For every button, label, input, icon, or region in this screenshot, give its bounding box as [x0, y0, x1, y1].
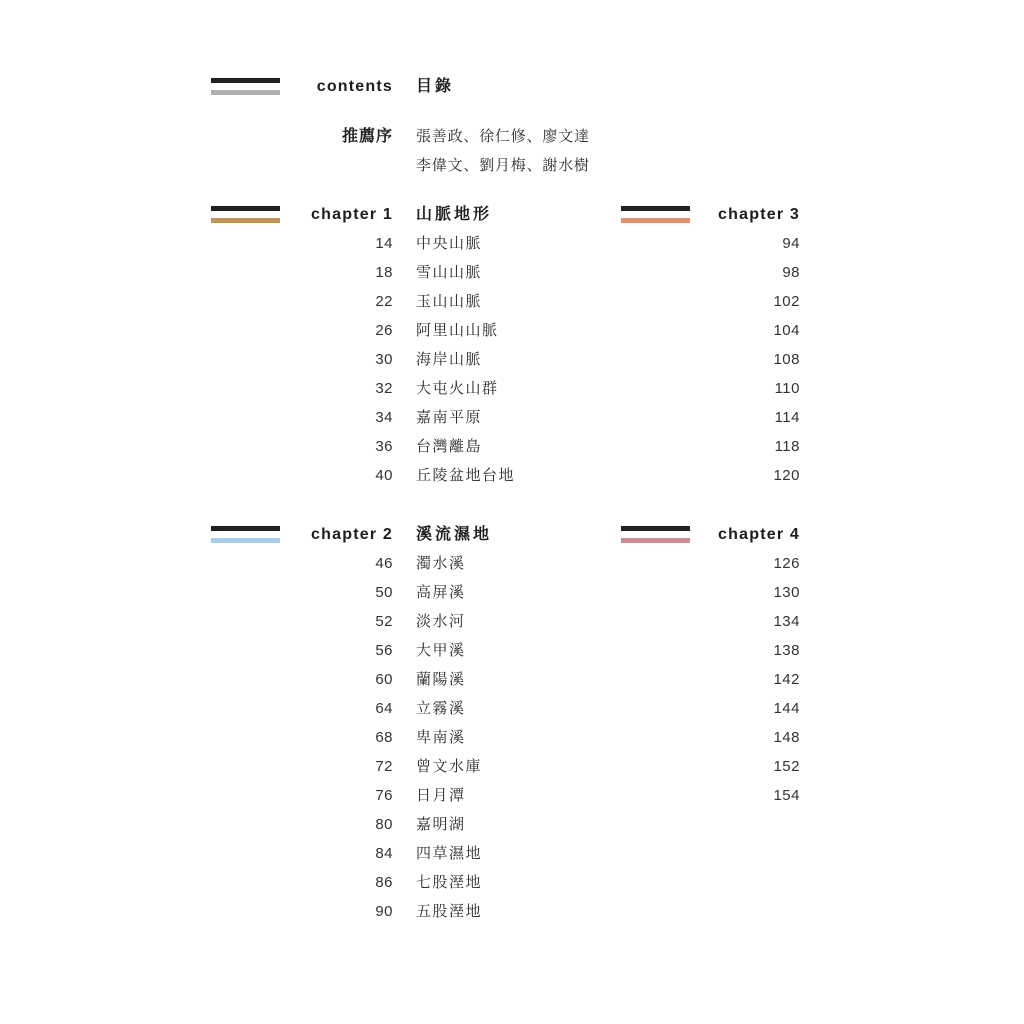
preface-row — [211, 122, 590, 151]
toc-item-row — [621, 229, 823, 258]
toc-item-row — [211, 461, 515, 490]
preface-section — [211, 122, 590, 180]
item-title: 嘉明湖 — [416, 816, 466, 833]
contents-label-zh: 目錄 — [416, 78, 455, 95]
page-number: 152 — [773, 758, 800, 775]
chapter-decoration-rules — [211, 526, 280, 550]
page-number: 52 — [375, 613, 393, 630]
item-title: 七股溼地 — [416, 874, 483, 891]
toc-item-row — [621, 752, 823, 781]
toc-item-row — [621, 665, 823, 694]
toc-item-row — [211, 374, 515, 403]
item-title: 卑南溪 — [416, 729, 466, 746]
page-number: 14 — [375, 235, 393, 252]
preface-label: 推薦序 — [341, 128, 393, 145]
chapter-title: 溪流濕地 — [416, 526, 493, 543]
toc-item-row — [621, 607, 823, 636]
item-title: 淡水河 — [416, 613, 466, 630]
chapter-decoration-rules — [621, 206, 690, 230]
page-number: 90 — [375, 903, 393, 920]
toc-item-row — [211, 636, 492, 665]
rule-accent — [621, 218, 690, 223]
rule-black — [621, 526, 690, 531]
toc-item-row — [211, 694, 492, 723]
item-title: 日月潭 — [416, 787, 466, 804]
preface-names-line2: 李偉文、劉月梅、謝水樹 — [416, 157, 590, 174]
toc-item-row — [621, 403, 823, 432]
page-number: 50 — [375, 584, 393, 601]
rule-gray — [211, 90, 280, 95]
page-number: 130 — [773, 584, 800, 601]
toc-item-row — [621, 374, 823, 403]
chapter-decoration-rules — [211, 206, 280, 230]
toc-item-row — [211, 723, 492, 752]
toc-item-row — [211, 607, 492, 636]
page-number: 80 — [375, 816, 393, 833]
chapter-label: chapter 3 — [718, 206, 800, 223]
item-title: 丘陵盆地台地 — [416, 467, 516, 484]
toc-item-row — [211, 752, 492, 781]
page-number: 98 — [782, 264, 800, 281]
page-number: 46 — [375, 555, 393, 572]
page-number: 36 — [375, 438, 393, 455]
page-number: 76 — [375, 787, 393, 804]
chapter-title: 山脈地形 — [416, 206, 493, 223]
page-number: 84 — [375, 845, 393, 862]
page-number: 110 — [774, 380, 800, 397]
toc-item-row — [211, 810, 492, 839]
chapter-block — [621, 200, 823, 490]
toc-item-row — [211, 781, 492, 810]
contents-header — [211, 72, 454, 101]
page-number: 60 — [375, 671, 393, 688]
item-title: 阿里山山脈 — [416, 322, 499, 339]
page-number: 86 — [375, 874, 393, 891]
toc-item-row — [211, 258, 515, 287]
toc-item-row — [211, 839, 492, 868]
item-title: 大屯火山群 — [416, 380, 499, 397]
toc-item-row — [211, 345, 515, 374]
item-title: 中央山脈 — [416, 235, 483, 252]
page-number: 68 — [375, 729, 393, 746]
item-title: 五股溼地 — [416, 903, 483, 920]
toc-item-row — [211, 403, 515, 432]
rule-accent — [621, 538, 690, 543]
preface-names-line1: 張善政、徐仁修、廖文達 — [416, 128, 590, 145]
page-number: 144 — [773, 700, 800, 717]
rule-accent — [211, 538, 280, 543]
page-number: 56 — [375, 642, 393, 659]
page-number: 126 — [773, 555, 800, 572]
toc-item-row — [621, 287, 823, 316]
page-number: 148 — [773, 729, 800, 746]
page-number: 154 — [773, 787, 800, 804]
page-number: 102 — [773, 293, 800, 310]
toc-item-row — [621, 578, 823, 607]
toc-item-row — [211, 868, 492, 897]
chapter-label: chapter 4 — [718, 526, 800, 543]
toc-item-row — [621, 316, 823, 345]
page-number: 32 — [375, 380, 393, 397]
rule-black — [211, 206, 280, 211]
item-title: 雪山山脈 — [416, 264, 483, 281]
preface-label-spacer — [211, 151, 393, 180]
chapter-block — [211, 200, 515, 490]
page-number: 30 — [375, 351, 393, 368]
page-number: 114 — [774, 409, 800, 426]
page-number: 108 — [773, 351, 800, 368]
contents-label-en: contents — [316, 78, 393, 95]
page-number: 138 — [773, 642, 800, 659]
toc-item-row — [211, 316, 515, 345]
toc-item-row — [621, 432, 823, 461]
toc-item-row — [621, 461, 823, 490]
toc-item-row — [621, 345, 823, 374]
preface-row — [211, 151, 590, 180]
rule-black — [211, 526, 280, 531]
item-title: 曾文水庫 — [416, 758, 483, 775]
item-title: 四草濕地 — [416, 845, 483, 862]
item-title: 高屏溪 — [416, 584, 466, 601]
toc-item-row — [621, 694, 823, 723]
chapter-label: chapter 2 — [311, 526, 393, 543]
rule-accent — [211, 218, 280, 223]
page-number: 72 — [375, 758, 393, 775]
toc-item-row — [211, 432, 515, 461]
page-number: 34 — [375, 409, 393, 426]
contents-decoration-rules — [211, 78, 280, 102]
page-number: 26 — [375, 322, 393, 339]
item-title: 濁水溪 — [416, 555, 466, 572]
toc-item-row — [211, 549, 492, 578]
toc-item-row — [211, 578, 492, 607]
toc-item-row — [621, 723, 823, 752]
page-number: 104 — [773, 322, 800, 339]
page-number: 40 — [375, 467, 393, 484]
item-title: 立霧溪 — [416, 700, 466, 717]
toc-item-row — [621, 549, 823, 578]
chapter-block — [211, 520, 492, 926]
page-number: 64 — [375, 700, 393, 717]
item-title: 海岸山脈 — [416, 351, 483, 368]
toc-item-row — [211, 229, 515, 258]
page-number: 18 — [375, 264, 393, 281]
chapter-decoration-rules — [621, 526, 690, 550]
toc-item-row — [211, 665, 492, 694]
item-title: 蘭陽溪 — [416, 671, 466, 688]
item-title: 嘉南平原 — [416, 409, 483, 426]
page-number: 120 — [773, 467, 800, 484]
toc-item-row — [621, 781, 823, 810]
page-number: 142 — [773, 671, 800, 688]
rule-black — [211, 78, 280, 83]
item-title: 台灣離島 — [416, 438, 483, 455]
chapter-block — [621, 520, 823, 810]
item-title: 大甲溪 — [416, 642, 466, 659]
toc-item-row — [211, 897, 492, 926]
page-number: 94 — [782, 235, 800, 252]
page-number: 134 — [773, 613, 800, 630]
item-title: 玉山山脈 — [416, 293, 483, 310]
chapter-label: chapter 1 — [311, 206, 393, 223]
toc-item-row — [211, 287, 515, 316]
rule-black — [621, 206, 690, 211]
toc-item-row — [621, 636, 823, 665]
toc-item-row — [621, 258, 823, 287]
page-number: 22 — [375, 293, 393, 310]
page-number: 118 — [774, 438, 800, 455]
